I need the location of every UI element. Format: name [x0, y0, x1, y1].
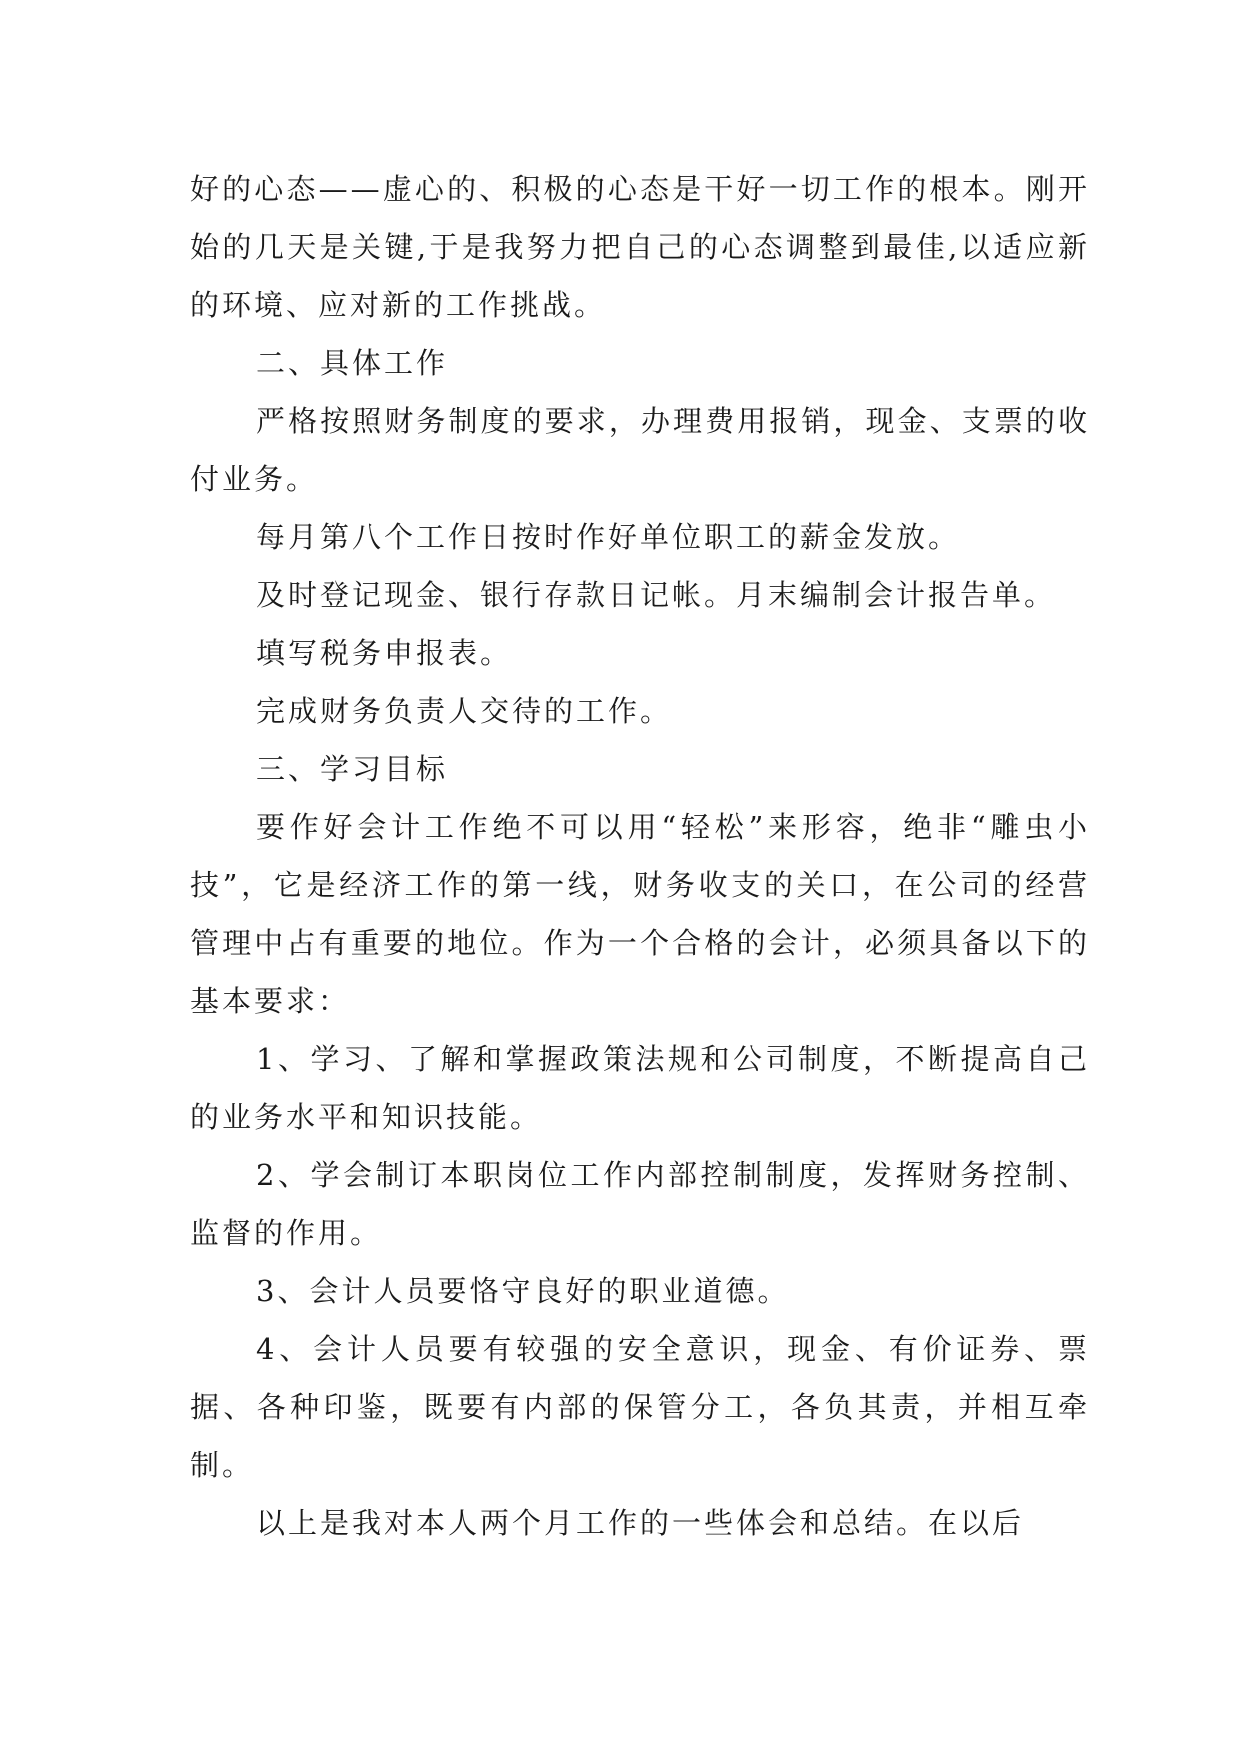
paragraph: 及时登记现金、银行存款日记帐。月末编制会计报告单。: [256, 578, 1057, 612]
paragraph: 每月第八个工作日按时作好单位职工的薪金发放。: [256, 520, 961, 554]
section-heading-specific-work: 二、具体工作: [256, 346, 449, 380]
list-item: 4、会计人员要有较强的安全意识，现金、有价证券、票据、各种印鉴，既要有内部的保管分工，各负其责，并相互牵制。: [190, 1332, 1090, 1482]
paragraph: 以上是我对本人两个月工作的一些体会和总结。在以后: [256, 1506, 1025, 1540]
list-item: 3、会计人员要恪守良好的职业道德。: [256, 1274, 790, 1308]
paragraph: 好的心态——虚心的、积极的心态是干好一切工作的根本。刚开始的几天是关键,于是我努力把自己的心态调整到最佳,以适应新的环境、应对新的工作挑战。: [190, 172, 1090, 322]
paragraph: 要作好会计工作绝不可以用“轻松”来形容，绝非“雕虫小技”，它是经济工作的第一线，财务收支的关口，在公司的经营管理中占有重要的地位。作为一个合格的会计，必须具备以下的基本要求：: [190, 810, 1090, 1018]
paragraph: 填写税务申报表。: [256, 636, 513, 670]
paragraph: 完成财务负责人交待的工作。: [256, 694, 673, 728]
list-item: 1、学习、了解和掌握政策法规和公司制度，不断提高自己的业务水平和知识技能。: [190, 1042, 1090, 1134]
document-body: [190, 160, 1090, 1552]
paragraph: 严格按照财务制度的要求，办理费用报销，现金、支票的收付业务。: [190, 404, 1090, 496]
list-item: 2、学会制订本职岗位工作内部控制制度，发挥财务控制、监督的作用。: [190, 1158, 1090, 1250]
section-heading-learning-goals: 三、学习目标: [256, 752, 449, 786]
